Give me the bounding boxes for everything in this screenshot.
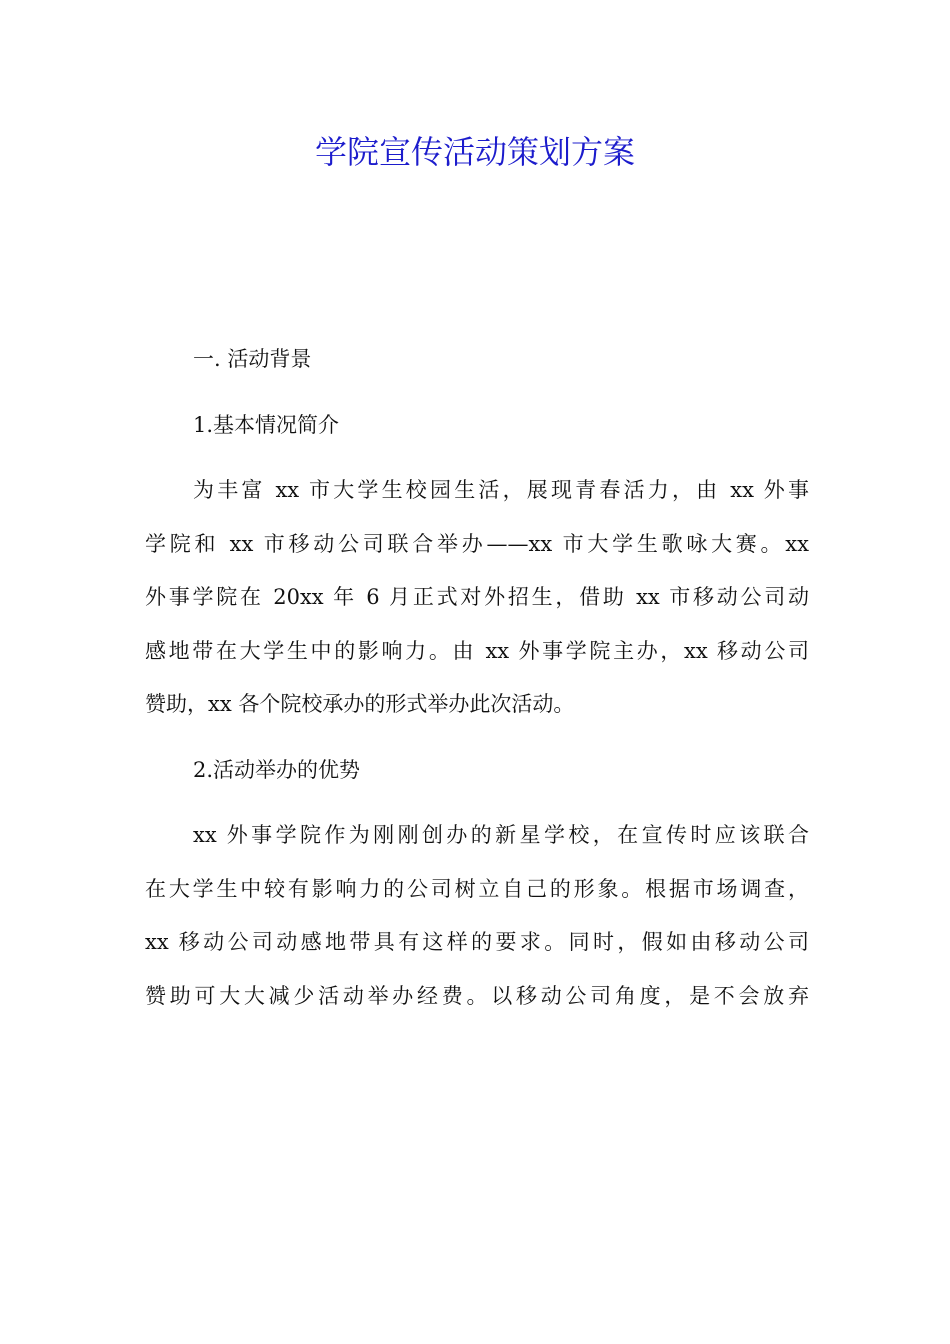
document-body [145,333,809,1023]
paragraph-line: 外事学院在 20xx 年 6 月正式对外招生，借助 xx 市移动公司动 [145,585,809,609]
paragraph-line: 赞助可大大减少活动举办经费。以移动公司角度，是不会放弃 [145,983,809,1008]
subsection-heading-advantages: 2.活动举办的优势 [193,757,361,782]
paragraph-line: 感地带在大学生中的影响力。由 xx 外事学院主办，xx 移动公司 [145,638,809,663]
paragraph-line: 学院和 xx 市移动公司联合举办——xx 市大学生歌咏大赛。xx [145,531,809,556]
document-title: 学院宣传活动策划方案 [314,133,635,171]
paragraph-line: 赞助，xx 各个院校承办的形式举办此次活动。 [145,692,575,716]
paragraph-line: xx 外事学院作为刚刚创办的新星学校，在宣传时应该联合 [193,823,809,847]
section-heading-background: 一. 活动背景 [193,347,312,371]
paragraph-line: 在大学生中较有影响力的公司树立自己的形象。根据市场调查， [145,876,809,901]
paragraph-line: xx 移动公司动感地带具有这样的要求。同时，假如由移动公司 [145,930,809,954]
paragraph-line: 为丰富 xx 市大学生校园生活，展现青春活力，由 xx 外事 [193,478,809,502]
subsection-heading-overview: 1.基本情况简介 [193,412,340,437]
